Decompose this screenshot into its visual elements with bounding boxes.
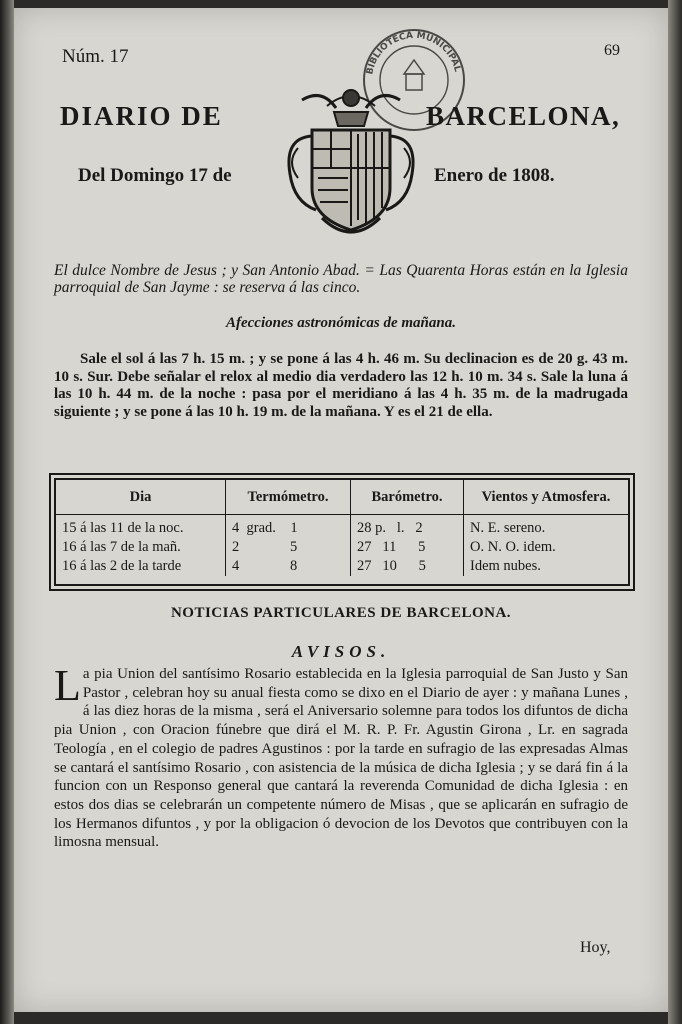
cell-day: 16 á las 7 de la mañ. xyxy=(62,539,181,555)
cell-winds: Idem nubes. xyxy=(464,557,629,576)
issue-number: Núm. 17 xyxy=(62,46,129,67)
weather-table-header-row xyxy=(56,480,628,515)
notices-subheading: AVISOS. xyxy=(291,642,391,661)
cell-day: 16 á las 2 de la tarde xyxy=(62,558,182,574)
date-left: Del Domingo 17 de xyxy=(78,165,232,186)
cell-day: 15 á las 11 de la noc. xyxy=(62,520,184,536)
date-right: Enero de 1808. xyxy=(434,165,555,186)
newspaper-page xyxy=(14,8,668,1012)
cell-barometer: 28 p. l. 2 xyxy=(351,515,464,539)
masthead-right: BARCELONA, xyxy=(426,101,621,131)
cell-winds: N. E. sereno. xyxy=(464,515,629,539)
drop-cap: L xyxy=(54,661,81,710)
cell-thermometer: 4 8 xyxy=(226,557,351,576)
astronomy-text: Sale el sol á las 7 h. 15 m. ; y se pone á las 4 h. 46 m. Su declinacion es de 20 g. 43 m. 10 s. Sur. Debe señalar el relox al medio dia verdadero las 12 h. 10 m. 34 s. Sale la luna á las 10 h. 44 m. de la noche : pasa por el meridiano á las 4 h. 35 m. de la madrugada siguiente ; y se pone á las 10 h. 19 m. de la mañana. Y es el 21 de ella. xyxy=(54,351,628,420)
column-header-day: Dia xyxy=(56,480,226,515)
book-binding xyxy=(0,0,14,1024)
svg-text:BIBLIOTECA MUNICIPAL xyxy=(365,31,462,75)
table-row xyxy=(56,515,628,539)
notice-body: a pia Union del santísimo Rosario establecida en la Iglesia parroquial de San Justo y San Pastor , celebran hoy su anual fiesta como se dixo en el Diario de ayer : y mañana Lunes , á las diez horas de la misma , será el Aniversario solemne para todos los difuntos de dicha pia Union , con Oracion fúnebre que dirá el M. R. P. Fr. Agustin Girona , Lr. en sagrada Teología , en el colegio de padres Agustinos : por la tarde en sufragio de las expresadas Almas se cantará el santísimo Rosario , con asistencia de la música de dicha Iglesia ; y se dará fin á la funcion con un Responso general que cantará la reverenda Comunidad de dicha Iglesia : en estos dos dias se celebrarán un competente número de Misas , que se aplicarán en sufragio de los Hermanos difuntos , y por la obligacion ó devocion de los Devotos que contribuyen con la limosna mensual. xyxy=(54,666,628,851)
astronomy-heading: Afecciones astronómicas de mañana. xyxy=(225,315,456,331)
catchword: Hoy, xyxy=(580,939,611,956)
saints-of-the-day: El dulce Nombre de Jesus ; y San Antonio Abad. = Las Quarenta Horas están en la Iglesia parroquial de San Jayme : se reserva á las cinco. xyxy=(54,262,628,297)
cell-barometer: 27 10 5 xyxy=(351,557,464,576)
masthead-left: DIARIO DE xyxy=(60,101,223,131)
weather-table-frame xyxy=(54,478,630,586)
cell-winds: O. N. O. idem. xyxy=(464,538,629,557)
notice-article xyxy=(54,661,628,852)
table-row xyxy=(56,557,628,576)
page-number: 69 xyxy=(604,42,620,59)
column-header-winds: Vientos y Atmosfera. xyxy=(464,480,629,515)
table-row xyxy=(56,538,628,557)
column-header-thermometer: Termómetro. xyxy=(226,480,351,515)
weather-table xyxy=(56,480,628,576)
news-heading: NOTICIAS PARTICULARES DE BARCELONA. xyxy=(170,605,512,621)
cell-barometer: 27 11 5 xyxy=(351,538,464,557)
page-edge xyxy=(668,0,682,1024)
barcelona-coat-of-arms-icon xyxy=(272,78,430,243)
cell-thermometer: 2 5 xyxy=(226,538,351,557)
stamp-text: BIBLIOTECA MUNICIPAL xyxy=(365,30,463,76)
cell-thermometer: 4 grad. 1 xyxy=(226,515,351,539)
column-header-barometer: Barómetro. xyxy=(351,480,464,515)
